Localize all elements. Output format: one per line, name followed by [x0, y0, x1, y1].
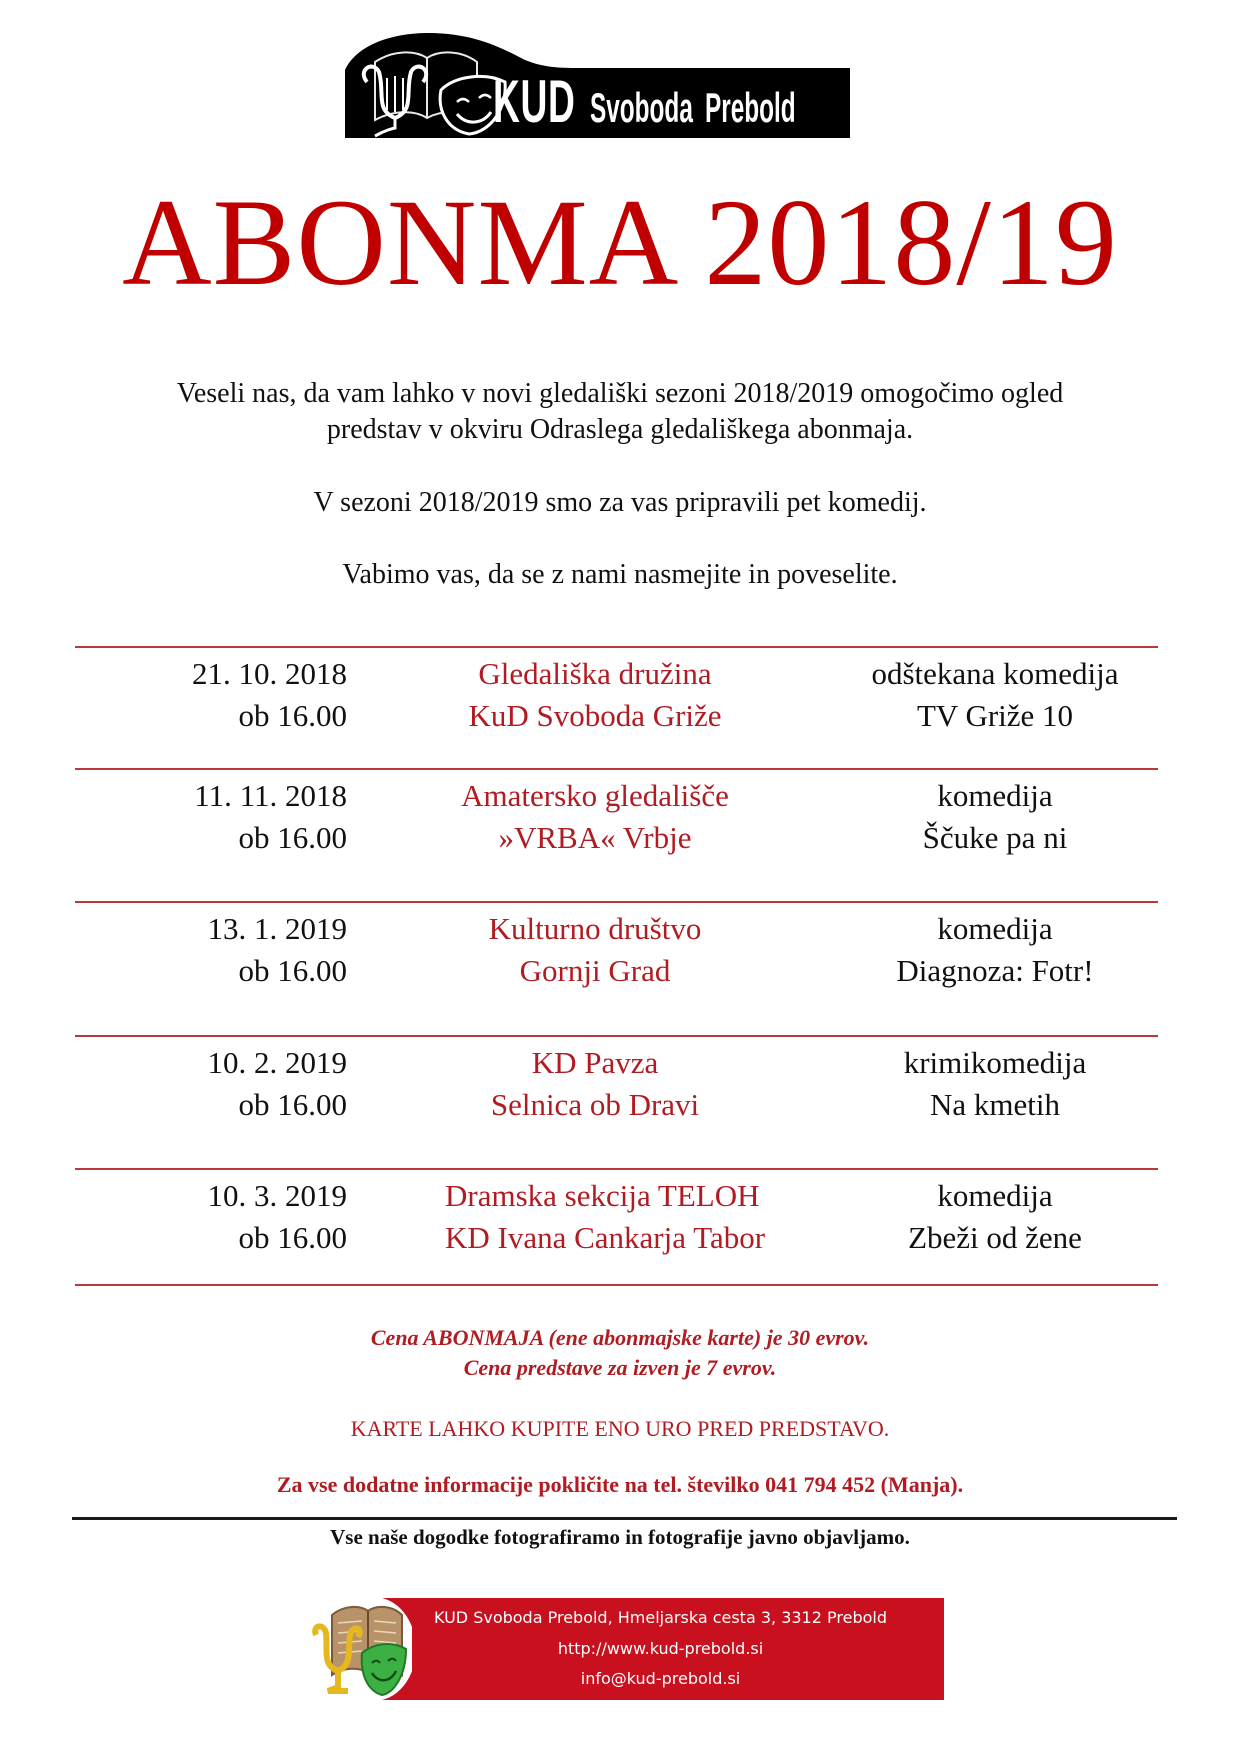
- event-row: [75, 1175, 1158, 1265]
- intro-line-1: Veseli nas, da vam lahko v novi gledališki sezoni 2018/2019 omogočimo ogled: [176, 378, 1064, 409]
- event-date: 21. 10. 2018: [192, 656, 347, 691]
- event-divider: [75, 768, 1158, 770]
- event-divider: [75, 646, 1158, 648]
- event-divider: [75, 1035, 1158, 1037]
- contact-note: Za vse dodatne informacije pokličite na tel. številko 041 794 452 (Manja).: [276, 1472, 964, 1497]
- event-play-cell: [845, 775, 1145, 859]
- footer-website-link[interactable]: http://www.kud-prebold.si: [557, 1639, 764, 1658]
- event-row: [75, 1042, 1158, 1132]
- tickets-note: KARTE LAHKO KUPITE ENO URO PRED PREDSTAVO.: [350, 1416, 890, 1441]
- footer-divider: [72, 1517, 1177, 1520]
- event-date: 10. 3. 2019: [207, 1178, 347, 1213]
- event-group-cell: [445, 653, 745, 737]
- kud-logo: [345, 30, 850, 138]
- event-date-cell: [75, 908, 347, 992]
- event-date: 10. 2. 2019: [207, 1045, 347, 1080]
- event-group-line-1: Dramska sekcija TELOH: [445, 1178, 760, 1213]
- event-play-title: Diagnoza: Fotr!: [896, 953, 1094, 988]
- logo-svoboda-text: Svoboda: [590, 84, 693, 131]
- event-date-cell: [75, 1042, 347, 1126]
- event-time: ob 16.00: [238, 1087, 347, 1122]
- event-group-line-2: Gornji Grad: [519, 953, 671, 988]
- event-divider: [75, 1284, 1158, 1286]
- event-divider: [75, 1168, 1158, 1170]
- event-group-line-2: Selnica ob Dravi: [490, 1087, 700, 1122]
- footer-banner: [312, 1595, 944, 1703]
- photo-note: Vse naše dogodke fotografiramo in fotografije javno objavljamo.: [330, 1525, 910, 1549]
- intro-paragraph-1: [0, 376, 1240, 448]
- event-play-title: Na kmetih: [930, 1087, 1060, 1122]
- event-group-line-2: »VRBA« Vrbje: [498, 820, 692, 855]
- page-title: ABONMA 2018/19: [122, 174, 1118, 311]
- event-group-line-1: Kulturno društvo: [488, 911, 702, 946]
- event-time: ob 16.00: [238, 1220, 347, 1255]
- event-date: 13. 1. 2019: [207, 911, 347, 946]
- event-row: [75, 775, 1158, 865]
- event-group-line-1: Gledališka družina: [478, 656, 712, 691]
- event-play-title: Ščuke pa ni: [922, 820, 1068, 855]
- event-date-cell: [75, 775, 347, 859]
- intro-line-2: predstav v okviru Odraslega gledališkega abonmaja.: [326, 414, 914, 445]
- event-time: ob 16.00: [238, 953, 347, 988]
- event-play-cell: [845, 653, 1145, 737]
- event-genre: odštekana komedija: [871, 656, 1119, 691]
- footer-address: KUD Svoboda Prebold, Hmeljarska cesta 3, 3312 Prebold: [434, 1608, 887, 1627]
- event-group-cell: [445, 775, 745, 859]
- event-row: [75, 653, 1158, 743]
- logo-prebold-text: Prebold: [705, 84, 796, 131]
- event-time: ob 16.00: [238, 698, 347, 733]
- event-genre: krimikomedija: [903, 1045, 1087, 1080]
- event-play-title: Zbeži od žene: [908, 1220, 1082, 1255]
- event-date-cell: [75, 653, 347, 737]
- event-date: 11. 11. 2018: [194, 778, 347, 813]
- event-genre: komedija: [937, 778, 1053, 813]
- price-subscription: Cena ABONMAJA (ene abonmajske karte) je 30 evrov.: [370, 1325, 870, 1350]
- footer-email-link[interactable]: info@kud-prebold.si: [580, 1669, 741, 1688]
- event-group-line-2: KD Ivana Cankarja Tabor: [445, 1220, 766, 1255]
- event-time: ob 16.00: [238, 820, 347, 855]
- event-play-cell: [845, 1042, 1145, 1126]
- event-group-line-1: KD Pavza: [531, 1045, 659, 1080]
- event-row: [75, 908, 1158, 998]
- event-date-cell: [75, 1175, 347, 1259]
- event-genre: komedija: [937, 1178, 1053, 1213]
- event-group-line-1: Amatersko gledališče: [461, 778, 729, 813]
- event-play-title: TV Griže 10: [916, 698, 1074, 733]
- intro-paragraph-3: Vabimo vas, da se z nami nasmejite in poveselite.: [342, 559, 898, 590]
- event-group-line-2: KuD Svoboda Griže: [468, 698, 722, 733]
- intro-paragraph-2: V sezoni 2018/2019 smo za vas pripravili pet komedij.: [313, 487, 927, 518]
- event-divider: [75, 901, 1158, 903]
- event-group-cell: [445, 1175, 766, 1259]
- event-genre: komedija: [937, 911, 1053, 946]
- event-group-cell: [445, 908, 745, 992]
- event-group-cell: [445, 1042, 745, 1126]
- event-play-cell: [845, 1175, 1145, 1259]
- event-play-cell: [845, 908, 1145, 992]
- logo-kud-text: KUD: [493, 68, 576, 135]
- price-info: [0, 1323, 1240, 1383]
- price-single: Cena predstave za izven je 7 evrov.: [463, 1355, 777, 1380]
